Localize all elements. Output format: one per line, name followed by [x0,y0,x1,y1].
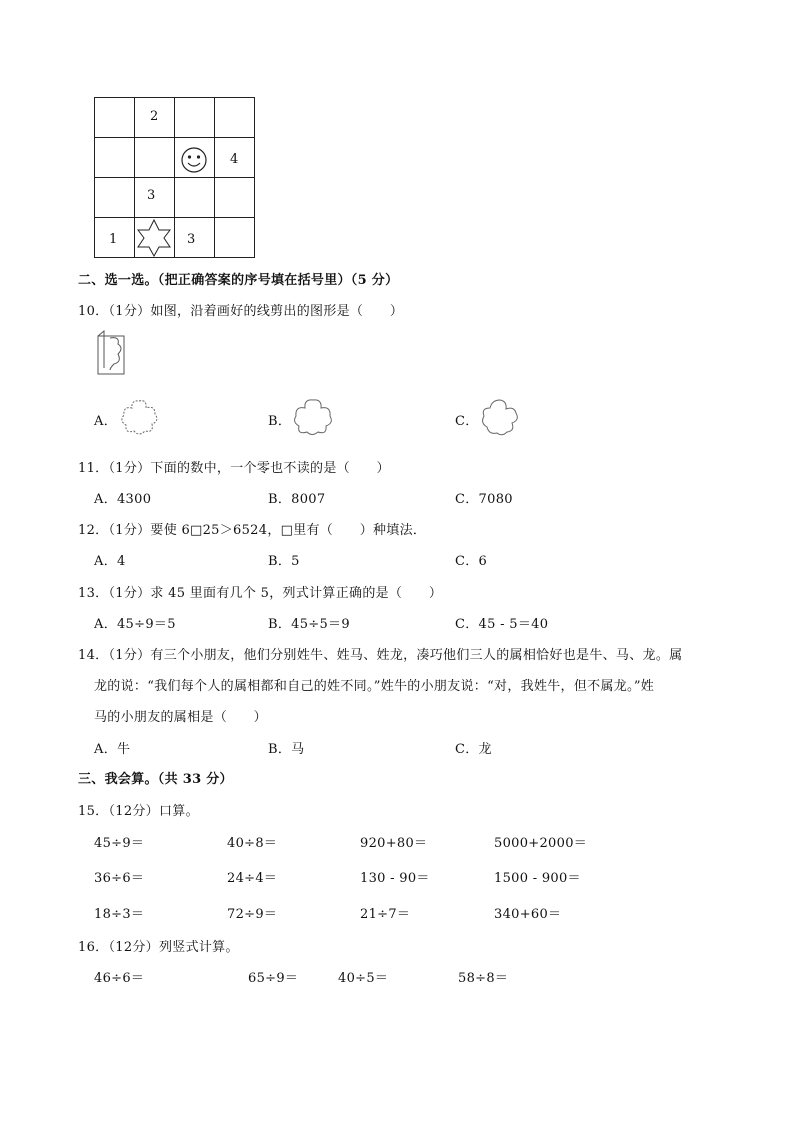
flower-shape-c-icon [478,397,522,437]
grid-number: 1 [109,232,118,247]
calc-item: 5000+2000＝ [494,836,588,851]
calc-item: 40÷5＝ [338,971,389,986]
question-text: 16．（12分）列竖式计算。 [78,940,239,955]
grid-cell [175,138,215,178]
grid-cell [175,218,215,258]
section-heading: 二、选一选。（把正确答案的序号填在括号里）（5 分） [78,273,399,288]
option-label: C． [455,414,479,429]
option-a: A．牛 [94,742,131,757]
grid-cell [215,218,255,258]
grid-cell [95,138,135,178]
grid-cell [135,218,175,258]
calc-item: 18÷3＝ [94,907,145,922]
option-b: B．5 [268,554,300,569]
grid-number: 3 [147,188,156,203]
option-label: B． [268,414,292,429]
question-text: 龙的说：“我们每个人的属相都和自己的姓不同。”姓牛的小朋友说：“对，我姓牛，但不属龙。”姓 [94,679,655,694]
question-text: 12．（1分）要使 6□25＞6524，□里有（ ）种填法． [78,523,427,538]
grid-cell [135,98,175,138]
option-b: B．8007 [268,492,326,507]
calc-item: 46÷6＝ [94,971,145,986]
calc-item: 65÷9＝ [248,971,299,986]
calc-item: 920+80＝ [360,836,428,851]
grid-number: 4 [230,152,239,167]
folded-paper-figure [96,330,128,376]
question-text: 马的小朋友的属相是（ ） [94,710,267,725]
calc-item: 40÷8＝ [227,836,278,851]
question-text: 13．（1分）求 45 里面有几个 5，列式计算正确的是（ ） [78,586,443,601]
calc-item: 340+60＝ [494,907,562,922]
flower-shape-a-icon [117,397,161,437]
calc-item: 36÷6＝ [94,871,145,886]
grid-cell [175,98,215,138]
flower-shape-b-icon [290,397,336,437]
calc-item: 21÷7＝ [360,907,411,922]
section-heading: 三、我会算。（共 33 分） [78,772,233,787]
question-text: 14．（1分）有三个小朋友，他们分别姓牛、姓马、姓龙，凑巧他们三人的属相恰好也是牛、马、龙。属 [78,648,683,663]
smiley-face-icon [175,138,215,178]
option-a: A．45÷9＝5 [94,617,176,632]
grid-cell [135,178,175,218]
grid-cell [215,138,255,178]
grid-cell [215,98,255,138]
option-b: B．马 [268,742,305,757]
question-text: 15．（12分）口算。 [78,804,199,819]
option-c: C．45 - 5＝40 [455,617,549,632]
grid-cell [175,178,215,218]
calc-item: 1500 - 900＝ [494,871,581,886]
grid-number: 3 [187,232,196,247]
option-b: B．45÷5＝9 [268,617,350,632]
grid-cell [135,138,175,178]
option-c: C．7080 [455,492,513,507]
option-a: A．4 [94,554,126,569]
calc-item: 24÷4＝ [227,871,278,886]
position-grid [94,97,255,258]
grid-cell [215,178,255,218]
grid-cell [95,178,135,218]
calc-item: 72÷9＝ [227,907,278,922]
grid-number: 2 [150,109,159,124]
option-a: A．4300 [94,492,152,507]
six-pointed-star-icon [135,218,175,258]
calc-item: 58÷8＝ [458,971,509,986]
option-c: C．6 [455,554,488,569]
calc-item: 130 - 90＝ [360,871,430,886]
question-text: 11．（1分）下面的数中，一个零也不读的是（ ） [78,461,390,476]
option-label: A． [94,414,117,429]
calc-item: 45÷9＝ [94,836,145,851]
question-text: 10．（1分）如图，沿着画好的线剪出的图形是（ ） [78,304,404,319]
grid-cell [95,98,135,138]
grid-cell [95,218,135,258]
option-c: C．龙 [455,742,492,757]
